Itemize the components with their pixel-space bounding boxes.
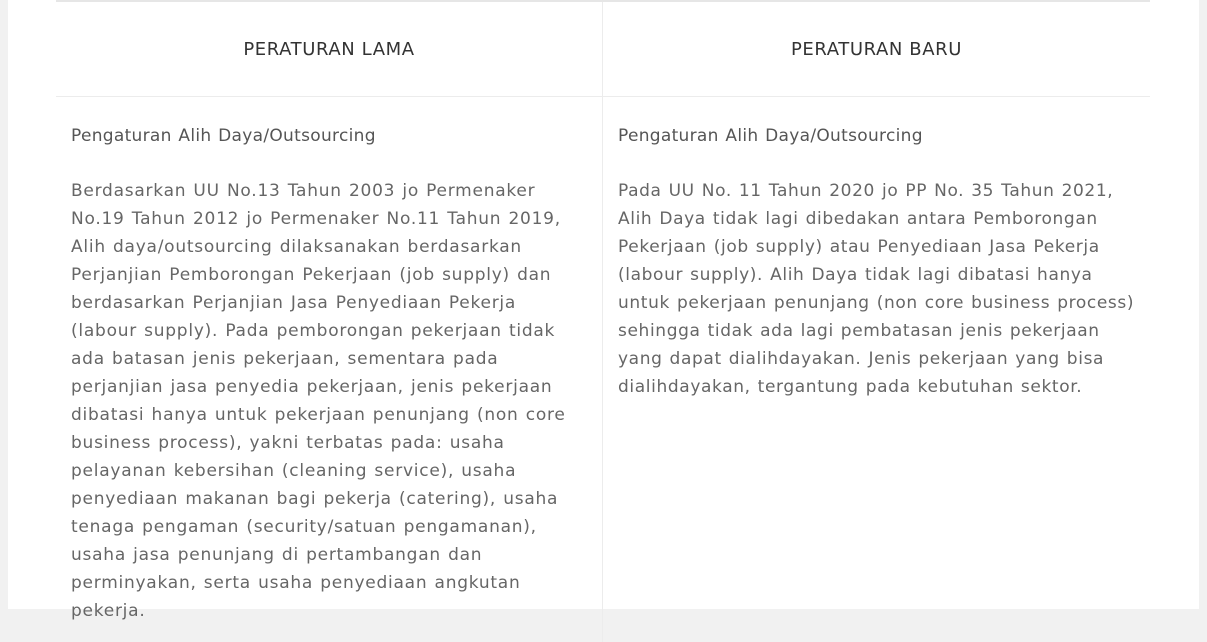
old-regulation-text: Berdasarkan UU No.13 Tahun 2003 jo Permenaker No.19 Tahun 2012 jo Permenaker No.11 Tahun 2019, Alih daya/outsourcing dilaksanakan berdasarkan Perjanjian Pemborongan Pekerjaan (job supply) dan berdasarkan Perjanjian Jasa Penyediaan Pekerja (labour supply). Pada pemborongan pekerjaan tidak ada batasan jenis pekerjaan, sementara pada perjanjian jasa penyedia pekerjaan, jenis pekerjaan dibatasi hanya untuk pekerjaan penunjang (non core business process), yakni terbatas pada: usaha pelayanan kebersihan (cleaning service), usaha penyediaan makanan bagi pekerja (catering), usaha tenaga pengaman (security/satuan pengamanan), usaha jasa penunjang di pertambangan dan perminyakan, serta usaha penyediaan angkutan pekerja. [71,177,588,625]
header-old-regulation: PERATURAN LAMA [56,1,603,97]
table-header-row [56,1,1150,97]
new-regulation-cell [603,97,1151,642]
header-new-regulation: PERATURAN BARU [603,1,1151,97]
page-content [8,0,1199,609]
table-body [56,97,1150,642]
table-header [56,1,1150,97]
table-row [56,97,1150,642]
old-regulation-title: Pengaturan Alih Daya/Outsourcing [71,122,588,150]
new-regulation-text: Pada UU No. 11 Tahun 2020 jo PP No. 35 Tahun 2021, Alih Daya tidak lagi dibedakan antara Pemborongan Pekerjaan (job supply) atau Penyediaan Jasa Pekerja (labour supply). Alih Daya tidak lagi dibatasi hanya untuk pekerjaan penunjang (non core business process) sehingga tidak ada lagi pembatasan jenis pekerjaan yang dapat dialihdayakan. Jenis pekerjaan yang bisa dialihdayakan, tergantung pada kebutuhan sektor. [618,177,1136,401]
old-regulation-cell [56,97,603,642]
regulation-comparison-table [56,0,1150,642]
new-regulation-title: Pengaturan Alih Daya/Outsourcing [618,122,1136,150]
